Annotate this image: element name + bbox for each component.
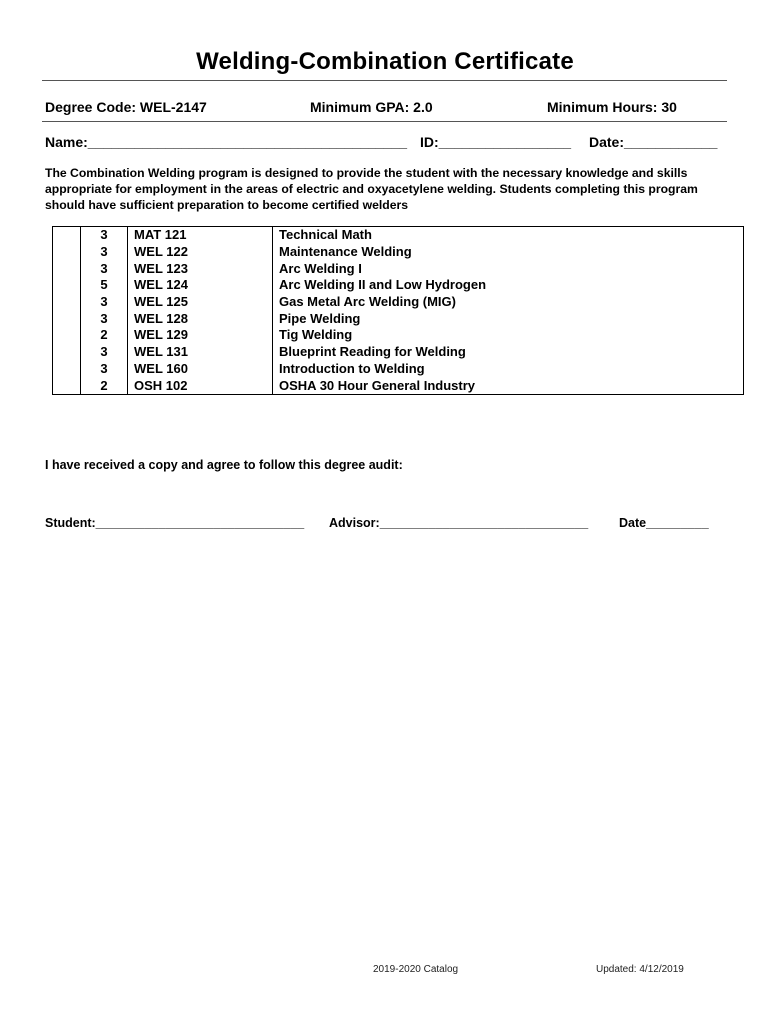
course-check-cell [53,227,81,244]
id-field[interactable]: ID:_________________ [420,134,572,150]
program-requirements-row [45,99,725,119]
course-check-cell [53,294,81,311]
name-field[interactable]: Name:_________________________________________ [45,134,408,150]
course-title: Technical Math [273,227,744,244]
course-check-cell [53,310,81,327]
course-check-cell [53,361,81,378]
course-title: Arc Welding II and Low Hydrogen [273,277,744,294]
course-hours: 3 [81,344,128,361]
table-row [53,244,744,261]
date-field[interactable]: Date:____________ [589,134,718,150]
course-hours: 2 [81,327,128,344]
minimum-gpa: Minimum GPA: 2.0 [310,99,433,115]
course-title: Arc Welding I [273,260,744,277]
course-title: OSHA 30 Hour General Industry [273,377,744,394]
course-check-cell [53,260,81,277]
page-title: Welding-Combination Certificate [196,48,574,75]
course-check-cell [53,244,81,261]
course-title: Introduction to Welding [273,361,744,378]
course-hours: 3 [81,310,128,327]
course-title: Tig Welding [273,327,744,344]
degree-code: Degree Code: WEL-2147 [45,99,207,115]
course-check-cell [53,327,81,344]
requirements-divider [42,121,727,122]
table-row [53,310,744,327]
table-row [53,294,744,311]
minimum-hours: Minimum Hours: 30 [547,99,677,115]
student-info-row [45,134,735,154]
table-row [53,327,744,344]
course-code: WEL 131 [128,344,273,361]
program-description: The Combination Welding program is designed to provide the student with the necessary knowledge and skills appropriate for employment in the areas of electric and oxyacetylene welding. Students completing this program should have sufficient preparation to become certified welders [45,166,698,212]
table-row [53,361,744,378]
course-code: WEL 123 [128,260,273,277]
course-title: Pipe Welding [273,310,744,327]
table-row [53,344,744,361]
course-hours: 3 [81,227,128,244]
course-table [52,226,744,395]
course-check-cell [53,377,81,394]
course-title: Gas Metal Arc Welding (MIG) [273,294,744,311]
student-signature-field[interactable]: Student:______________________________ [45,516,305,530]
course-hours: 3 [81,244,128,261]
table-row [53,277,744,294]
course-hours: 3 [81,260,128,277]
course-code: WEL 124 [128,277,273,294]
course-code: WEL 160 [128,361,273,378]
agreement-statement: I have received a copy and agree to follow this degree audit: [45,458,403,472]
catalog-year: 2019-2020 Catalog [373,964,459,975]
course-code: WEL 128 [128,310,273,327]
table-row [53,377,744,394]
course-check-cell [53,344,81,361]
course-code: WEL 125 [128,294,273,311]
course-code: OSH 102 [128,377,273,394]
course-hours: 3 [81,361,128,378]
signature-date-field[interactable]: Date_________ [619,516,709,530]
course-hours: 2 [81,377,128,394]
updated-date: Updated: 4/12/2019 [596,964,684,975]
course-code: WEL 129 [128,327,273,344]
course-title: Maintenance Welding [273,244,744,261]
course-check-cell [53,277,81,294]
course-title: Blueprint Reading for Welding [273,344,744,361]
course-hours: 3 [81,294,128,311]
course-code: MAT 121 [128,227,273,244]
table-row [53,227,744,244]
signature-row [45,516,735,536]
title-divider [42,80,727,81]
table-row [53,260,744,277]
course-code: WEL 122 [128,244,273,261]
course-hours: 5 [81,277,128,294]
advisor-signature-field[interactable]: Advisor:______________________________ [329,516,589,530]
